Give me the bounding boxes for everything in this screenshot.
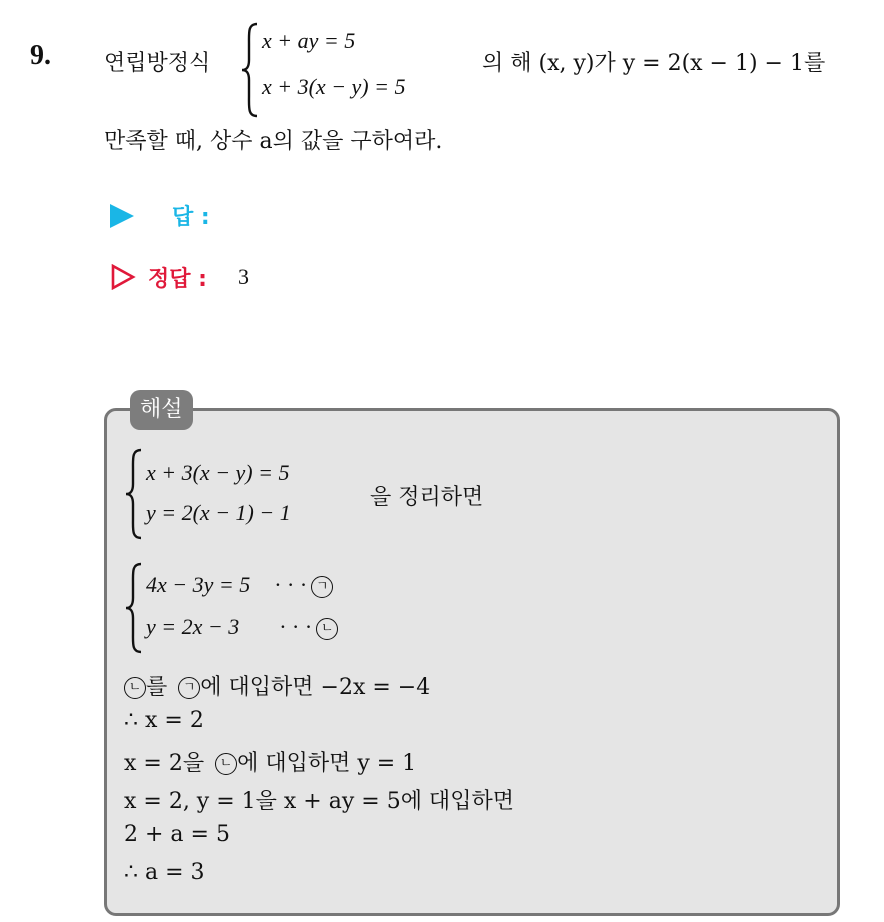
correct-answer-value: 3: [238, 264, 249, 289]
solution-line-3: [124, 746, 416, 777]
solution-system-2-equation-2: [146, 614, 338, 640]
solution-line-text: x = 2을: [124, 751, 205, 776]
correct-answer-label: 정답 :: [148, 267, 207, 292]
left-brace-icon: [240, 22, 260, 118]
solution-system-1-note: 을 정리하면: [370, 485, 484, 510]
equation-text: y = 2x − 3: [146, 614, 240, 639]
solution-system-1: [124, 448, 384, 540]
question-text-line1: 의 해 (x, y)가 y = 2(x − 1) − 1를: [482, 51, 826, 76]
solution-system-2-equation-1: [146, 572, 333, 598]
answer-label: 답 :: [172, 205, 210, 230]
solution-system-2: [124, 562, 384, 654]
ellipsis: · · ·: [279, 614, 313, 639]
question-equation-system: [240, 22, 460, 118]
circled-giyeok-mark: ㄱ: [311, 576, 333, 598]
play-icon: [110, 204, 134, 228]
solution-line-2: ∴ x = 2: [124, 708, 204, 733]
ellipsis: · · ·: [274, 572, 308, 597]
circled-nieun-mark: ㄴ: [215, 753, 237, 775]
solution-line-text: 를: [146, 675, 168, 700]
question-text-line2: 만족할 때, 상수 a의 값을 구하여라.: [104, 129, 443, 154]
solution-line-text: 에 대입하면 y = 1: [237, 751, 417, 776]
left-brace-icon: [124, 562, 144, 654]
left-brace-icon: [124, 448, 144, 540]
circled-nieun-mark: ㄴ: [124, 677, 146, 699]
solution-line-1: [124, 670, 430, 701]
solution-line-text: 에 대입하면 −2x = −4: [200, 675, 431, 700]
solution-line-6: ∴ a = 3: [124, 860, 205, 885]
circled-nieun-mark: ㄴ: [316, 618, 338, 640]
solution-system-1-equation-2: y = 2(x − 1) − 1: [146, 500, 291, 525]
circled-giyeok-mark: ㄱ: [178, 677, 200, 699]
question-label: 연립방정식: [104, 51, 211, 76]
solution-title: 해설: [130, 390, 193, 430]
equation-text: 4x − 3y = 5: [146, 572, 251, 597]
solution-line-4: x = 2, y = 1을 x + ay = 5에 대입하면: [124, 789, 514, 814]
question-number: 9.: [30, 40, 51, 71]
outline-play-icon: [110, 264, 136, 290]
solution-line-5: 2 + a = 5: [124, 822, 230, 847]
question-equation-1: x + ay = 5: [262, 28, 356, 53]
question-equation-2: x + 3(x − y) = 5: [262, 74, 406, 99]
solution-system-1-equation-1: x + 3(x − y) = 5: [146, 460, 290, 485]
